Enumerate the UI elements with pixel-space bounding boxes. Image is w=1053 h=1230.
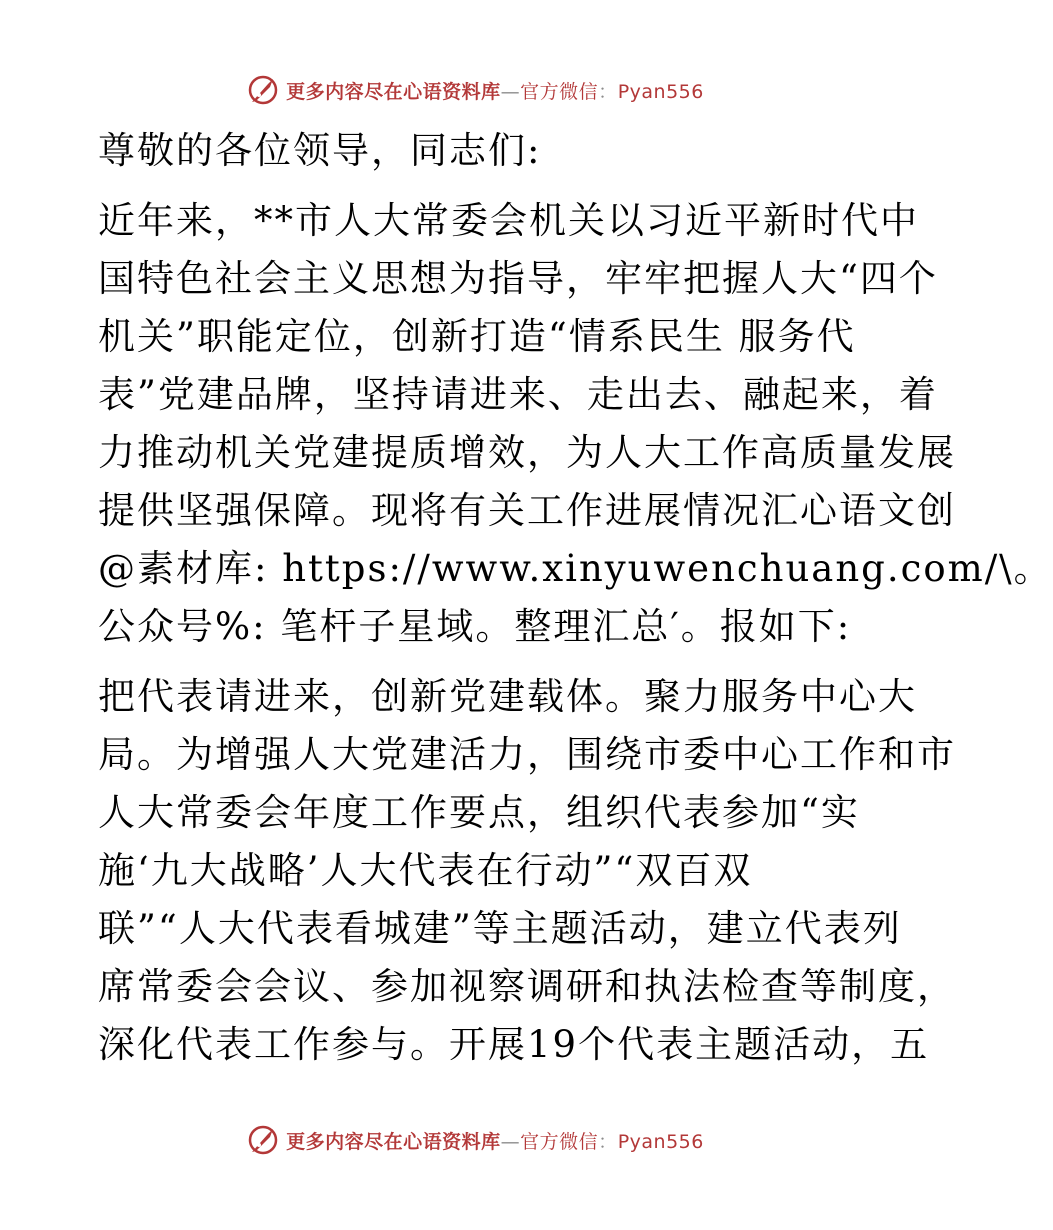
banner-colon: ： bbox=[598, 80, 618, 103]
quill-pen-logo-icon bbox=[246, 1123, 280, 1157]
paragraph-2-line-7: 深化代表工作参与。开展19个代表主题活动，五 bbox=[98, 1023, 930, 1066]
paragraph-1-line-1: 近年来，**市人大常委会机关以习近平新时代中 bbox=[98, 199, 919, 242]
banner-text bbox=[286, 77, 704, 104]
banner-brand: 更多内容尽在心语资料库 bbox=[286, 1130, 501, 1153]
paragraph-1-line-7: @素材库: https://www.xinyuwenchuang.com/\。 bbox=[98, 547, 1053, 590]
paragraph-1-line-8: 公众号%: 笔杆子星域。整理汇总′。报如下: bbox=[98, 605, 852, 648]
banner-text bbox=[286, 1127, 704, 1154]
footer-banner bbox=[0, 1120, 950, 1160]
banner-wechat-id: Pyan556 bbox=[617, 1130, 704, 1153]
paragraph-1-line-6: 提供坚强保障。现将有关工作进展情况汇心语文创 bbox=[98, 489, 956, 532]
paragraph-2-line-5: 联”“人大代表看城建”等主题活动，建立代表列 bbox=[98, 907, 902, 950]
quill-pen-logo-icon bbox=[246, 73, 280, 107]
paragraph-2-line-1: 把代表请进来，创新党建载体。聚力服务中心大 bbox=[98, 675, 917, 718]
banner-content bbox=[246, 1123, 704, 1157]
paragraph-1-line-3: 机关”职能定位，创新打造“情系民生 服务代 bbox=[98, 315, 856, 358]
document-body bbox=[98, 122, 1053, 1074]
paragraph-2-line-2: 局。为增强人大党建活力，围绕市委中心工作和市 bbox=[98, 733, 956, 776]
paragraph-1-line-2: 国特色社会主义思想为指导，牢牢把握人大“四个 bbox=[98, 257, 938, 300]
banner-wechat-label: 官方微信 bbox=[520, 80, 599, 103]
banner-brand: 更多内容尽在心语资料库 bbox=[286, 80, 501, 103]
paragraph-1-line-4: 表”党建品牌，坚持请进来、走出去、融起来，着 bbox=[98, 373, 938, 416]
banner-colon: ： bbox=[598, 1130, 618, 1153]
paragraph-2-line-3: 人大常委会年度工作要点，组织代表参加“实 bbox=[98, 791, 860, 834]
paragraph-2-line-6: 席常委会会议、参加视察调研和执法检查等制度， bbox=[98, 965, 956, 1008]
banner-wechat-label: 官方微信 bbox=[520, 1130, 599, 1153]
paragraph-2-line-4: 施‘九大战略’人大代表在行动”“双百双 bbox=[98, 849, 753, 892]
banner-dash: — bbox=[500, 80, 521, 103]
banner-dash: — bbox=[500, 1130, 521, 1153]
banner-content bbox=[246, 73, 704, 107]
salutation-line: 尊敬的各位领导，同志们: bbox=[98, 129, 542, 172]
banner-wechat-id: Pyan556 bbox=[617, 80, 704, 103]
header-banner bbox=[0, 70, 950, 110]
paragraph-1-line-5: 力推动机关党建提质增效，为人大工作高质量发展 bbox=[98, 431, 956, 474]
